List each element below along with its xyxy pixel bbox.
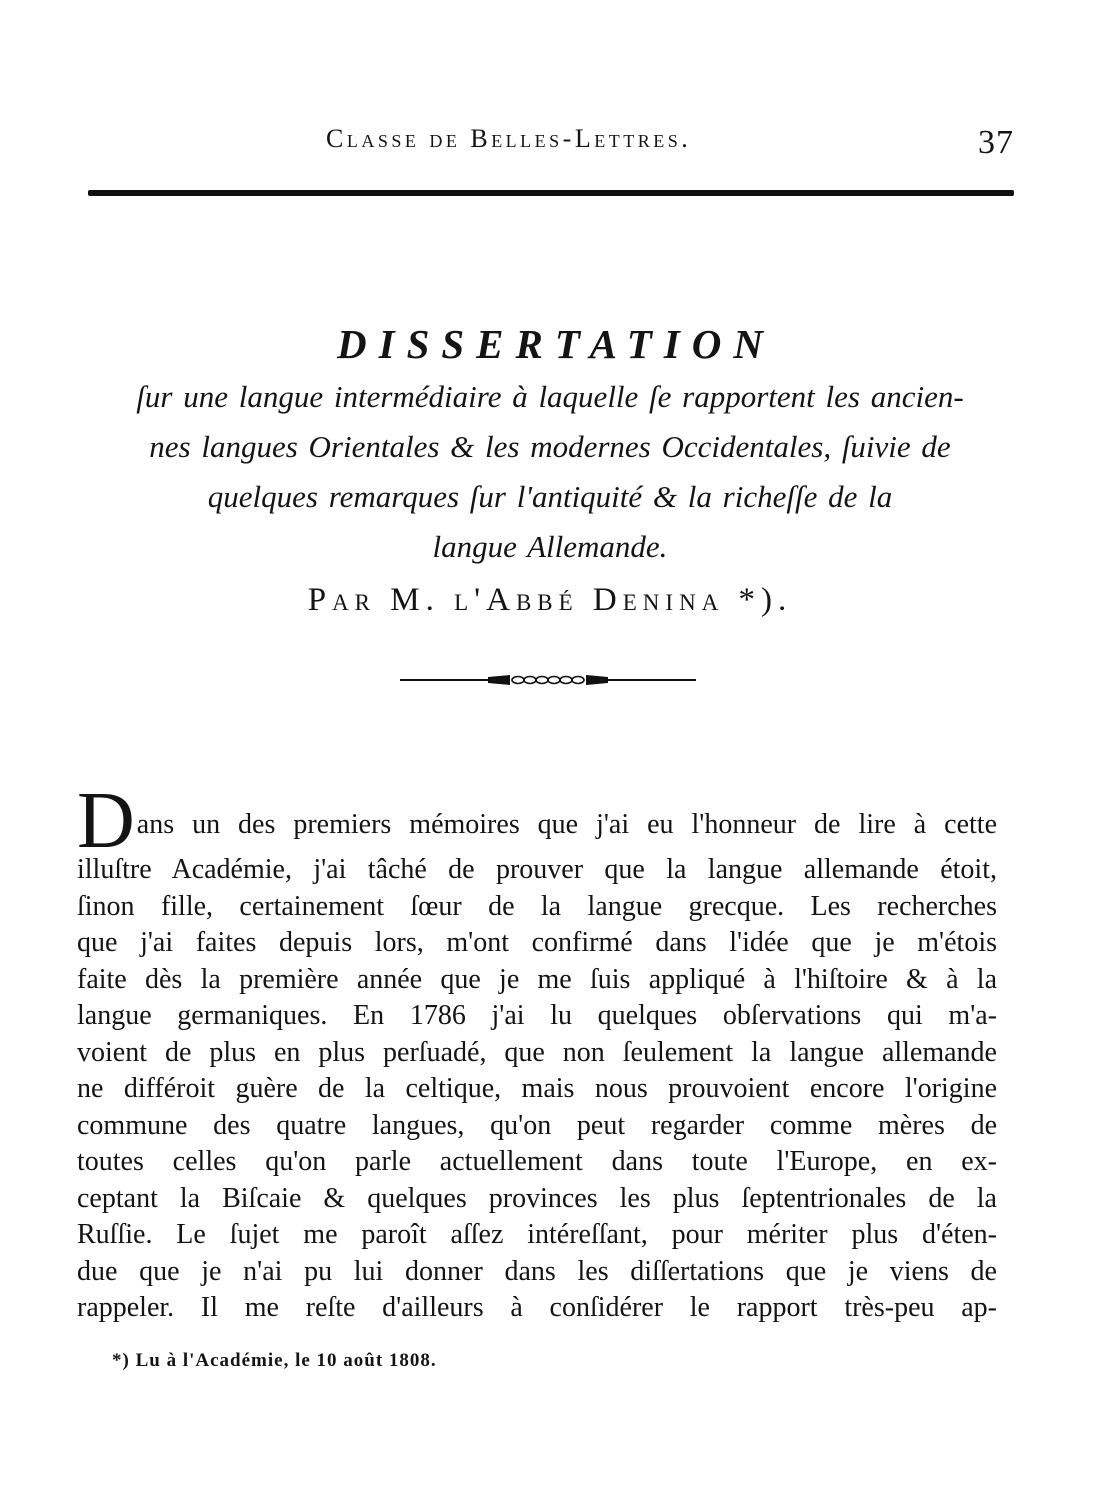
main-title: DISSERTATION bbox=[337, 321, 775, 367]
subtitle-line: quelques remarques ſur l'antiquité & la richeſſe de la bbox=[207, 479, 893, 514]
body-line: due que je n'ai pu lui donner dans les diſſertations que je viens de bbox=[77, 1255, 997, 1287]
header-rule bbox=[88, 190, 1014, 196]
running-title: Classe de Belles-Lettres. bbox=[326, 124, 692, 153]
page-number: 37 bbox=[978, 124, 1014, 161]
footnote: *) Lu à l'Académie, le 10 août 1808. bbox=[112, 1350, 437, 1371]
author-line: Par M. l'Abbé Denina *). bbox=[307, 582, 793, 618]
body-line: voient de plus en plus perſuadé, que non ſeulement la langue allemande bbox=[77, 1036, 997, 1068]
subtitle-line: nes langues Orientales & les modernes Occidentales, ſuivie de bbox=[149, 429, 951, 464]
subtitle-line: langue Allemande. bbox=[432, 529, 668, 564]
subtitle-line: ſur une langue intermédiaire à laquelle ſe rapportent les ancien- bbox=[136, 379, 964, 414]
body-line: ne différoit guère de la celtique, mais nous prouvoient encore l'origine bbox=[77, 1073, 997, 1104]
subtitle bbox=[80, 372, 1020, 572]
body-line: Ruſſie. Le ſujet me paroît aſſez intéreſſant, pour mériter plus d'éten- bbox=[77, 1219, 997, 1250]
body-line: ceptant la Biſcaie & quelques provinces les plus ſeptentrionales de la bbox=[77, 1182, 997, 1214]
body-line: commune des quatre langues, qu'on peut regarder comme mères de bbox=[77, 1109, 997, 1141]
ornament-divider bbox=[400, 672, 696, 688]
body-line: langue germaniques. En 1786 j'ai lu quelques obſervations qui m'a- bbox=[77, 1000, 997, 1031]
running-header bbox=[0, 112, 1100, 162]
body-line: faite dès la première année que je me ſuis appliqué à l'hiſtoire & à la bbox=[77, 963, 997, 995]
body-line: ſinon fille, certainement ſœur de la langue grecque. Les recherches bbox=[77, 890, 997, 922]
body-line: ans un des premiers mémoires que j'ai eu l'honneur de lire à cette bbox=[136, 809, 997, 840]
body-text bbox=[77, 777, 997, 1327]
title-block bbox=[80, 318, 1020, 572]
drop-cap: D bbox=[77, 777, 135, 865]
body-line: rappeler. Il me reſte d'ailleurs à conſidérer le rapport très-peu ap- bbox=[77, 1292, 997, 1323]
body-line: toutes celles qu'on parle actuellement dans toute l'Europe, en ex- bbox=[77, 1146, 997, 1177]
body-line: que j'ai faites depuis lors, m'ont confirmé dans l'idée que je m'étois bbox=[77, 927, 997, 958]
body-line: illuſtre Académie, j'ai tâché de prouver que la langue allemande étoit, bbox=[77, 854, 997, 885]
